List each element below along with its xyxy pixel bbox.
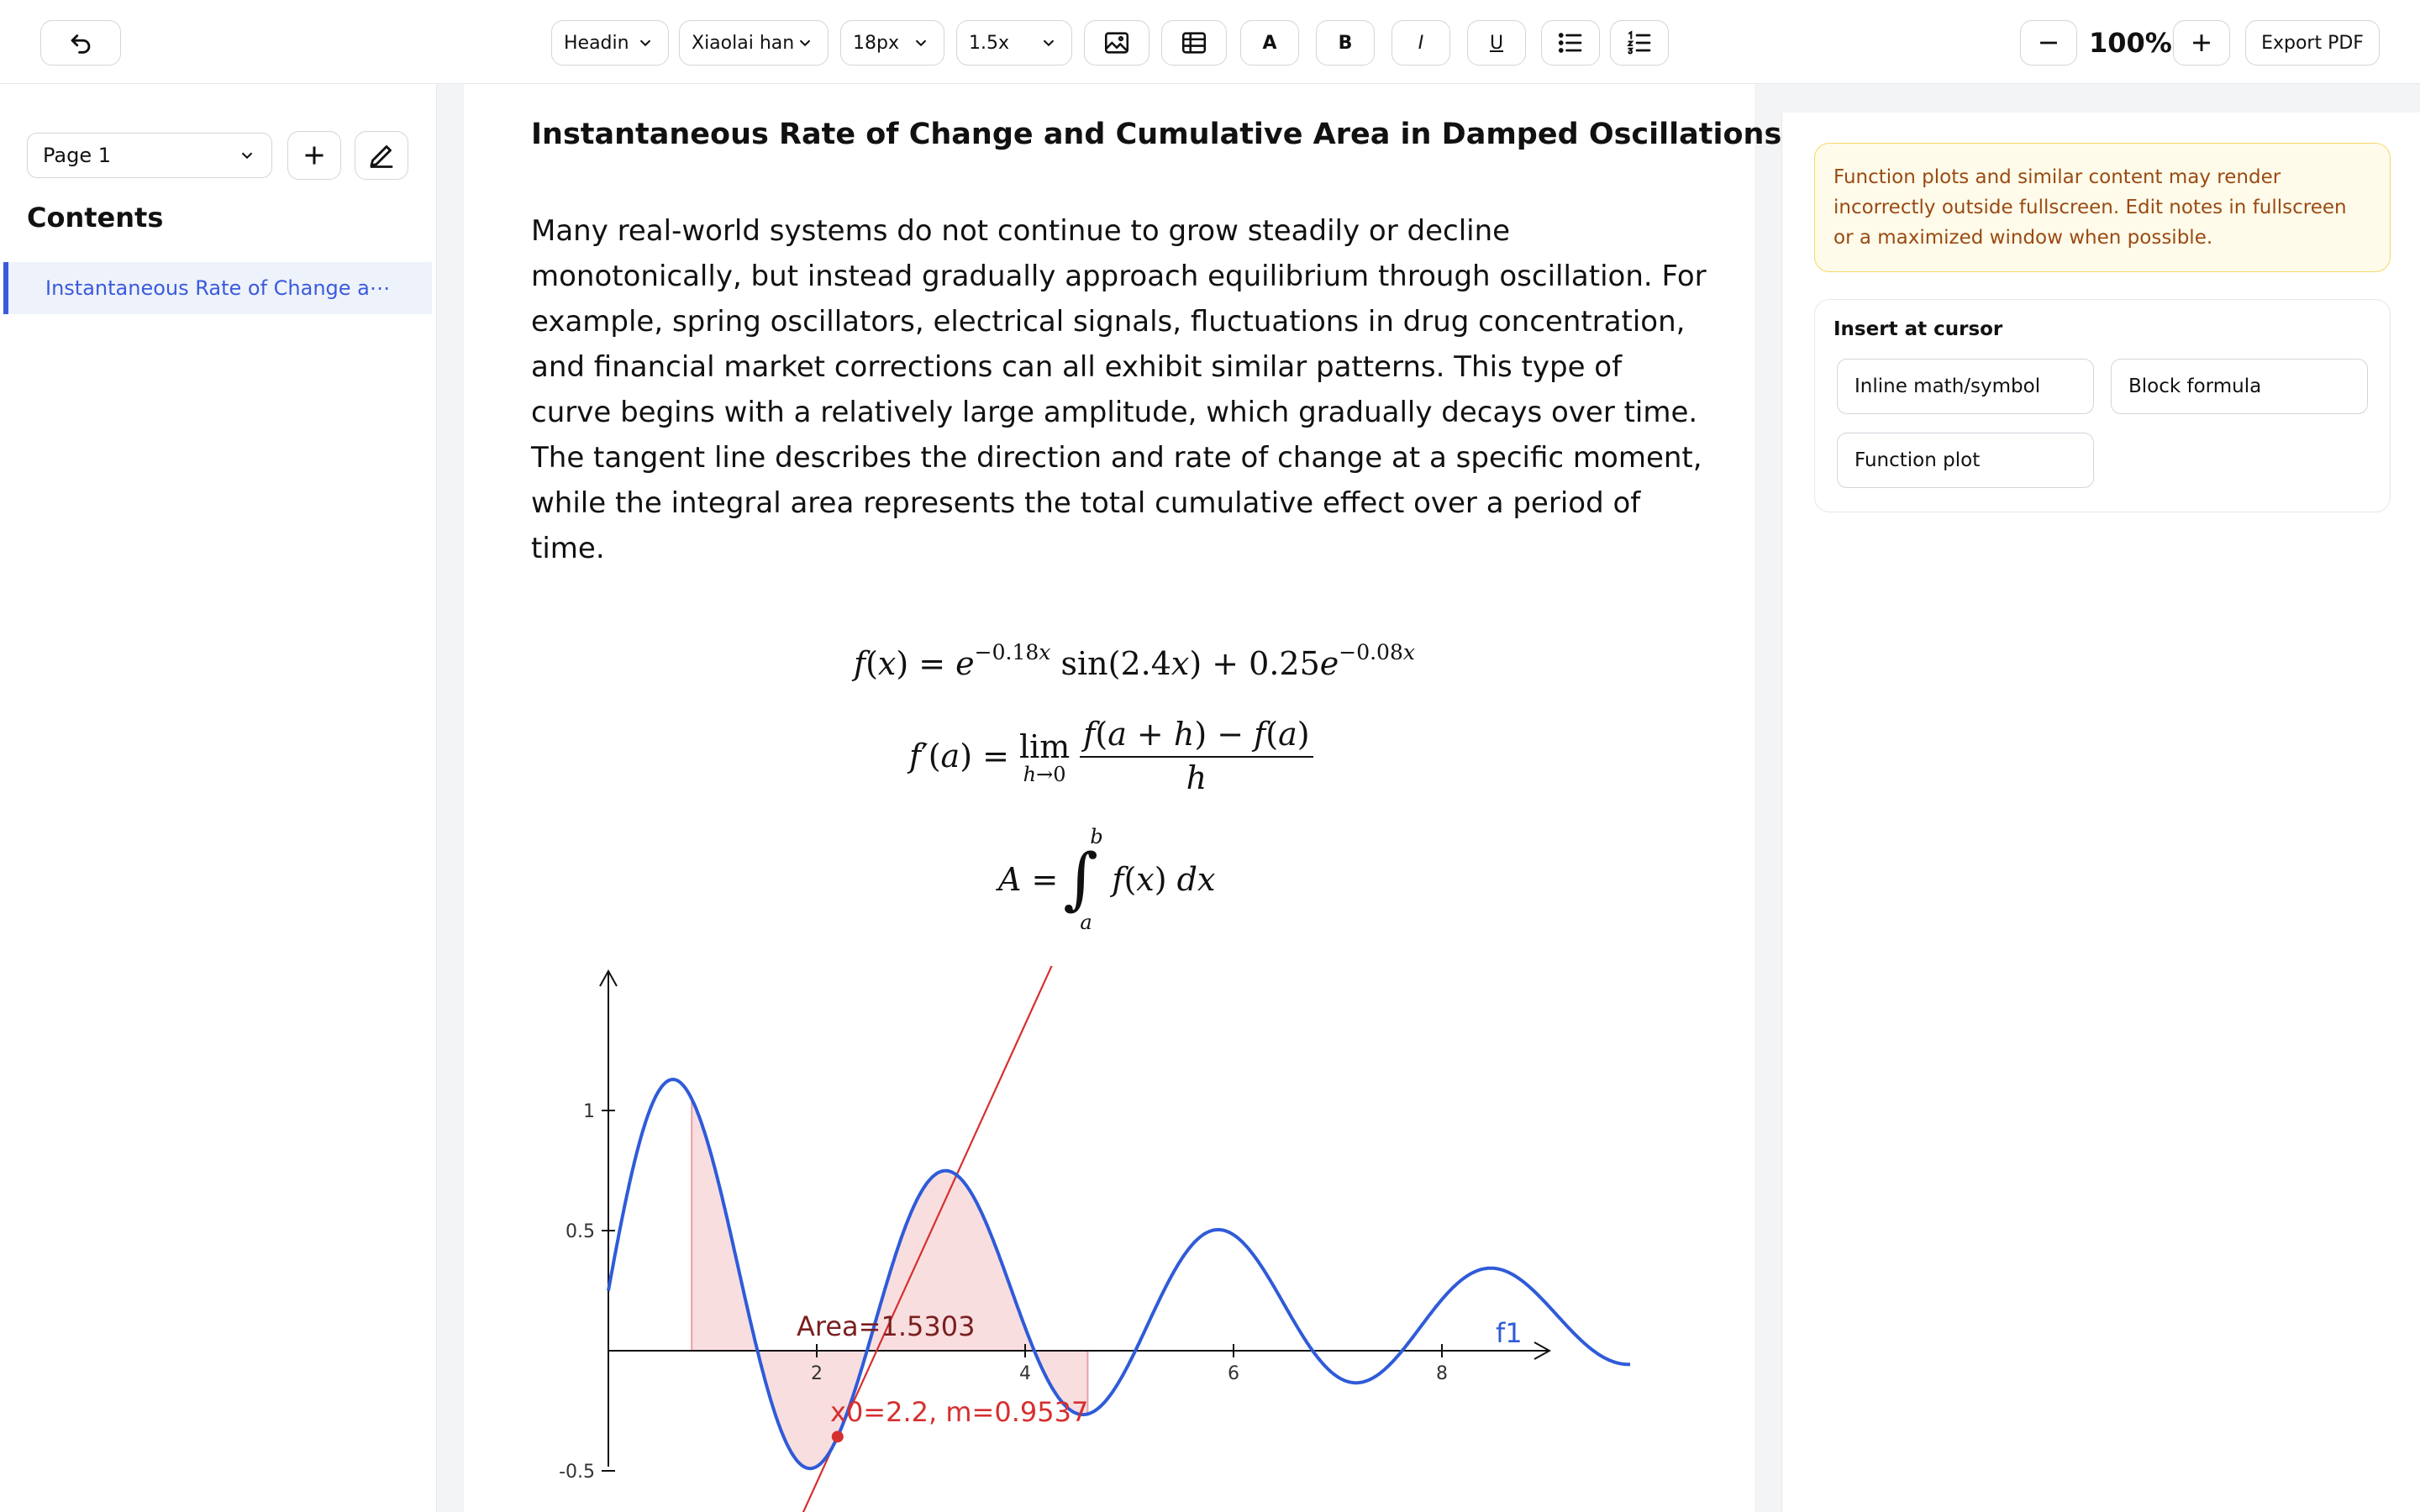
formula-area-render: A = ∫ b a f(x) dx (998, 825, 1216, 934)
insert-heading: Insert at cursor (1833, 318, 2003, 340)
chevron-down-icon (912, 34, 930, 52)
x-tick-label: 6 (1228, 1363, 1239, 1384)
fullscreen-notice: Function plots and similar content may render incorrectly outside fullscreen. Edit notes in fullscreen or a maximized window when possible. (1814, 143, 2391, 272)
x-tick-label: 8 (1436, 1363, 1448, 1384)
toc-item-label: Instantaneous Rate of Change a⋯ (45, 276, 390, 300)
table-icon (1180, 29, 1208, 57)
function-curve (608, 1079, 1630, 1468)
y-tick-label: 1 (583, 1101, 595, 1122)
font-select-value: Xiaolai han (692, 32, 795, 54)
chevron-down-icon (636, 34, 655, 52)
line-height-value: 1.5x (969, 32, 1010, 54)
editor-page[interactable] (464, 84, 1782, 1512)
bullet-list-icon (1555, 28, 1586, 58)
chevron-down-icon (796, 34, 814, 52)
formula-f-render: $f(x) = e^{-0.18x}$ $\sin(2.4x) + 0.25e^{-0.08x}$ (854, 640, 1415, 682)
font-size-value: 18px (853, 32, 899, 54)
insert-function-plot-button[interactable]: Function plot (1837, 433, 2094, 488)
rename-page-button[interactable] (355, 131, 408, 180)
bullet-list-button[interactable] (1541, 20, 1600, 66)
line-height-select[interactable] (956, 20, 1072, 66)
tangent-point (832, 1431, 844, 1442)
insert-inline-math-button[interactable]: Inline math/symbol (1837, 359, 2094, 414)
chevron-down-icon (1039, 34, 1058, 52)
insert-image-button[interactable] (1084, 20, 1150, 66)
page-select-value: Page 1 (43, 144, 111, 167)
contents-heading: Contents (27, 202, 164, 234)
page-select[interactable] (27, 133, 272, 178)
insert-card (1814, 299, 2391, 512)
plus-icon (299, 140, 329, 171)
y-tick-label: 0.5 (566, 1221, 595, 1242)
font-size-select[interactable] (840, 20, 944, 66)
document-body[interactable] (531, 208, 1707, 571)
heading-select[interactable] (551, 20, 669, 66)
sidebar (0, 84, 437, 1512)
paragraph: Many real-world systems do not continue to grow steadily or decline monotonically, but instead gradually approach equilibrium through oscillation. For example, spring oscillators, electrical signals, fluctuations in drug concentration, and financial market corrections can all exhibit similar patterns. This type of curve begins with a relatively large amplitude, which gradually decays over time. (531, 214, 1707, 429)
export-pdf-button[interactable]: Export PDF (2245, 20, 2380, 66)
numbered-list-button[interactable] (1610, 20, 1669, 66)
zoom-out-button[interactable] (2020, 20, 2077, 66)
plus-icon (2187, 29, 2216, 57)
document-title[interactable] (531, 118, 1785, 151)
underline-button[interactable]: U (1467, 20, 1526, 66)
pencil-icon (366, 140, 397, 171)
bold-button[interactable]: B (1316, 20, 1375, 66)
y-tick-label: -0.5 (559, 1462, 595, 1483)
insert-table-button[interactable] (1161, 20, 1227, 66)
x-tick-label: 2 (811, 1363, 823, 1384)
area-label: Area=1.5303 (797, 1310, 976, 1342)
text-color-button[interactable]: A (1240, 20, 1299, 66)
document-title-text: Instantaneous Rate of Change and Cumulative Area in Damped Oscillations (531, 118, 1782, 151)
heading-select-value: Headin (564, 32, 629, 54)
minus-icon (2034, 29, 2063, 57)
zoom-level: 100% (2089, 27, 2172, 59)
insert-block-formula-button[interactable]: Block formula (2111, 359, 2368, 414)
image-icon (1102, 29, 1131, 57)
series-label: f1 (1496, 1317, 1523, 1349)
numbered-list-icon (1624, 28, 1655, 58)
paragraph: The tangent line describes the direction and rate of change at a specific moment, while the integral area represents the total cumulative effect over a period of time. (531, 441, 1702, 565)
back-button[interactable] (40, 20, 121, 66)
zoom-in-button[interactable] (2173, 20, 2230, 66)
toolbar (0, 0, 2420, 84)
tangent-label: x0=2.2, m=0.9537 (830, 1396, 1089, 1428)
right-panel (1781, 113, 2420, 1512)
chevron-down-icon (238, 146, 256, 165)
formula-derivative-render: f′(a) = lim h→0 f(a + h) − f(a) h (909, 716, 1313, 796)
toc-item[interactable] (3, 262, 432, 314)
undo-icon (66, 29, 95, 57)
italic-button[interactable]: I (1392, 20, 1450, 66)
function-plot[interactable] (538, 966, 1630, 1512)
add-page-button[interactable] (287, 131, 341, 180)
x-tick-label: 4 (1019, 1363, 1031, 1384)
font-select[interactable] (679, 20, 829, 66)
